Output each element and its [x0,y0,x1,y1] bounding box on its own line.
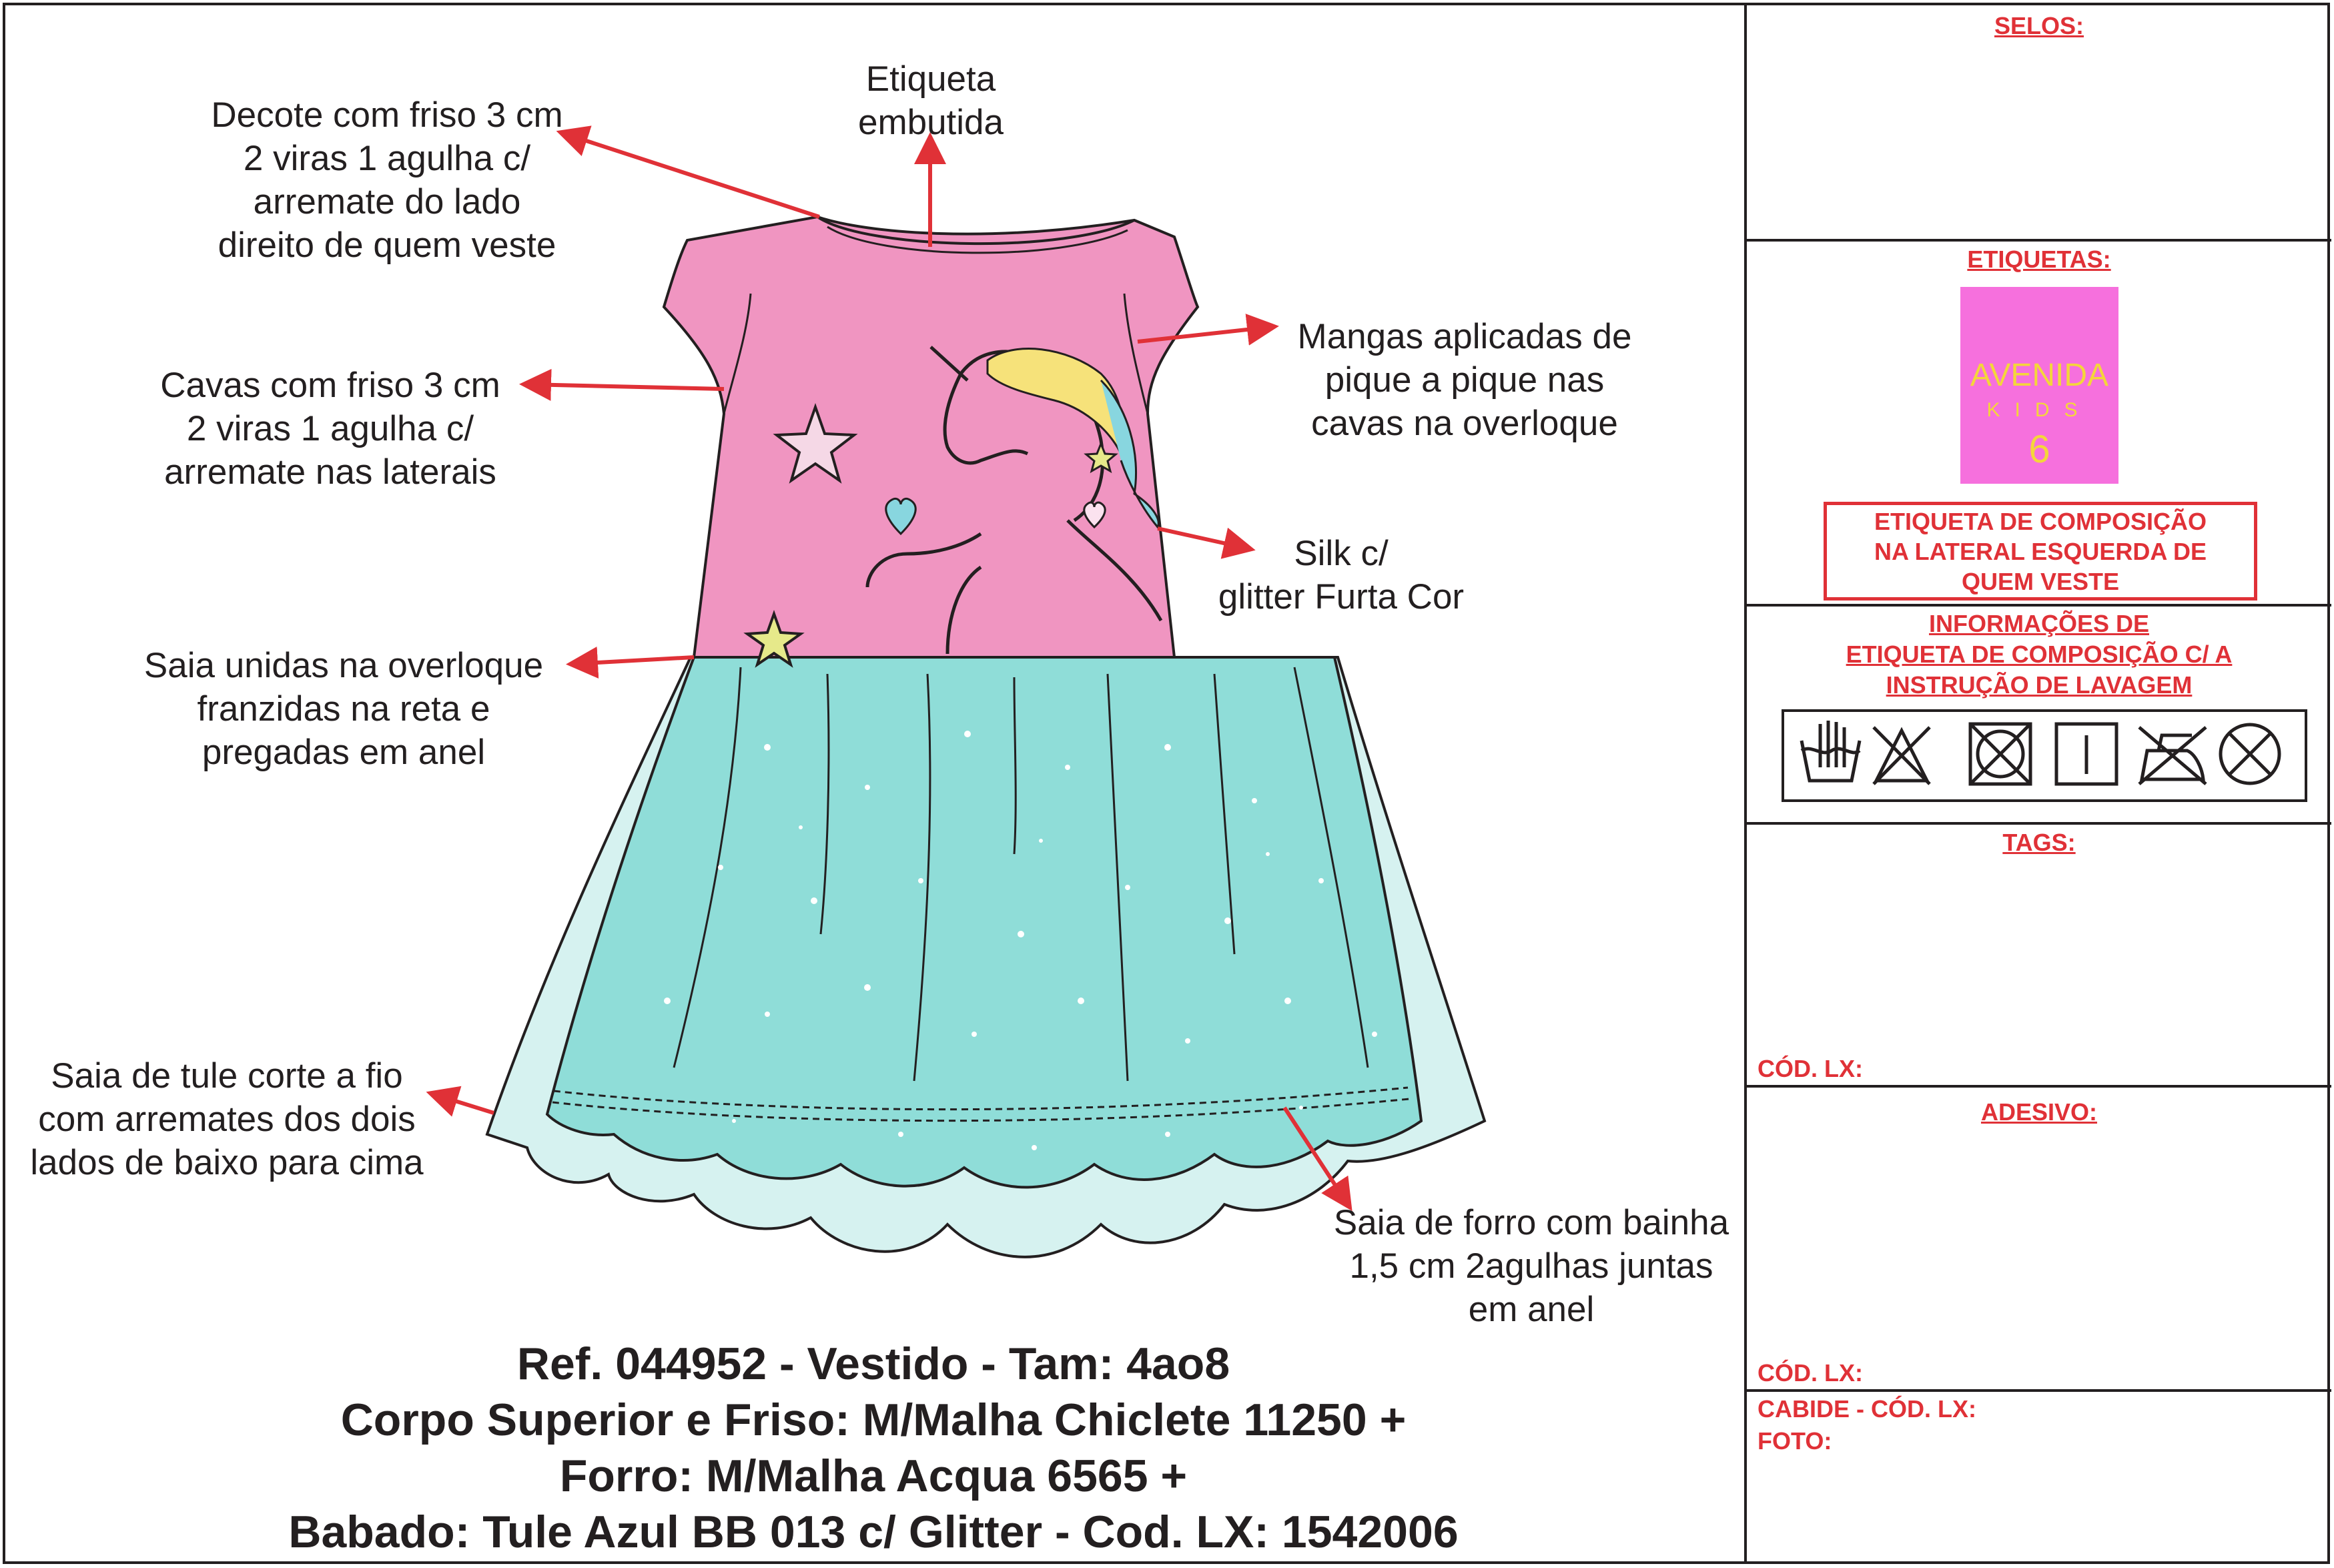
callout-mangas: Mangas aplicadas de pique a pique nas cavas na overloque [1297,317,1632,443]
footer-forro: Forro: M/Malha Acqua 6565 + [559,1451,1188,1501]
cod-lx-tags: CÓD. LX: [1758,1055,1863,1082]
footer-ref: Ref. 044952 - Vestido - Tam: 4ao8 [516,1338,1230,1389]
callout-saia-tule: Saia de tule corte a fio com arremates dos dois lados de baixo para cima [30,1056,424,1182]
care-instructions-box [1782,709,2307,802]
callout-cavas: Cavas com friso 3 cm 2 viras 1 agulha c/ arremate nas laterais [160,366,500,492]
tags-title: TAGS: [2002,829,2076,856]
callout-saia-forro: Saia de forro com bainha 1,5 cm 2agulhas juntas em anel [1333,1203,1729,1329]
callout-saia-unidas: Saia unidas na overloque franzidas na reta e pregadas em anel [143,646,544,772]
composicao-note: ETIQUETA DE COMPOSIÇÃO NA LATERAL ESQUERDA DE QUEM VESTE [1824,502,2257,601]
lining-skirt [547,657,1421,1187]
label-sub: KIDS [1986,399,2092,421]
label-brand: AVENIDA [1970,358,2109,393]
informacoes-title: INFORMAÇÕES DE ETIQUETA DE COMPOSIÇÃO C/ A INSTRUÇÃO DE LAVAGEM [1846,610,2233,699]
callout-etiqueta-embutida: Etiqueta embutida [857,59,1004,142]
adesivo-title: ADESIVO: [1980,1098,2098,1126]
selos-title: SELOS: [1994,12,2084,39]
cod-lx-adesivo: CÓD. LX: [1758,1359,1863,1387]
brand-label [1960,287,2118,484]
label-size: 6 [2028,428,2050,471]
callout-silk: Silk c/ glitter Furta Cor [1218,534,1465,617]
callout-decote: Decote com friso 3 cm 2 viras 1 agulha c/ arremate do lado direito de quem veste [211,95,563,265]
footer-babado: Babado: Tule Azul BB 013 c/ Glitter - Cod. LX: 1542006 [288,1507,1459,1557]
cabide-foto: CABIDE - CÓD. LX: FOTO: [1758,1395,1976,1455]
etiquetas-title: ETIQUETAS: [1967,246,2111,273]
footer-corpo: Corpo Superior e Friso: M/Malha Chiclete 11250 + [340,1395,1407,1445]
